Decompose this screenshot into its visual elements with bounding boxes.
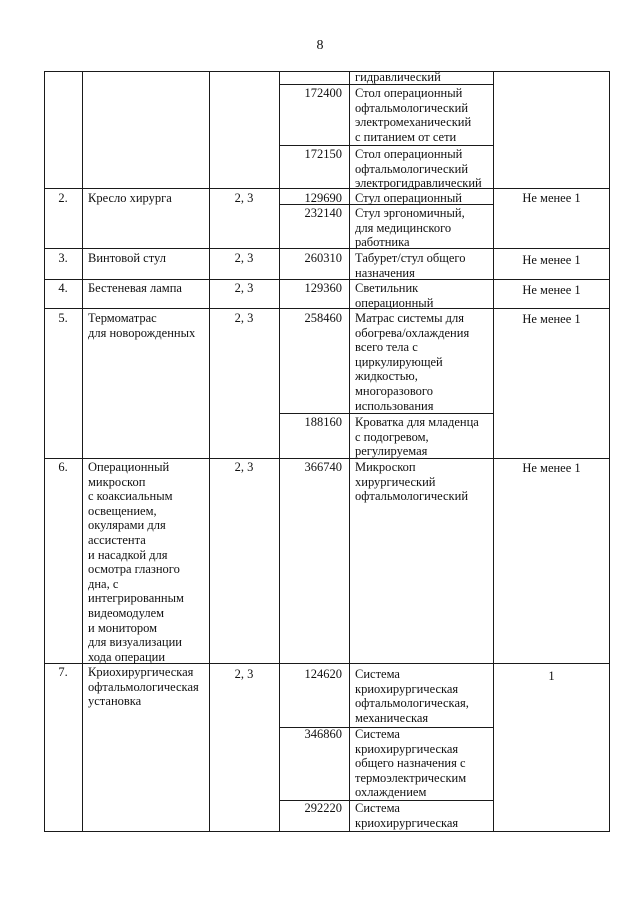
equipment-name: Винтовой стул (88, 251, 166, 265)
equipment-table (44, 71, 610, 832)
table-top-border (44, 71, 610, 72)
code-cell: 346860 (304, 727, 342, 741)
description-cell: Система криохирургическая (355, 801, 459, 830)
row-number: 3. (58, 251, 68, 265)
description-cell: Система криохирургическая общего назначения с термоэлектрическим охлаждением (355, 727, 467, 800)
row-number: 7. (58, 665, 68, 679)
code-cell: 124620 (304, 667, 342, 681)
equipment-name: Бестеневая лампа (88, 281, 182, 295)
quantity-cell: Не менее 1 (522, 191, 581, 205)
column-divider (82, 71, 83, 832)
row-separator (44, 458, 610, 459)
description-cell: Микроскоп хирургический офтальмологический (355, 460, 469, 504)
code-cell: 232140 (304, 206, 342, 220)
description-cell: гидравлический (355, 70, 441, 84)
code-cell: 188160 (304, 415, 342, 429)
quantity-cell: Не менее 1 (522, 253, 581, 267)
row-separator (44, 188, 610, 189)
zone-cell: 2, 3 (234, 667, 254, 681)
description-cell: Матрас системы для обогрева/охлаждения всего тела с циркулирующей жидкостью, многоразового использования (355, 311, 470, 413)
row-number: 4. (58, 281, 68, 295)
zone-cell: 2, 3 (234, 460, 254, 474)
equipment-name: Кресло хирурга (88, 191, 172, 205)
description-cell: Кроватка для младенца с подогревом, регулируемая (355, 415, 479, 459)
zone-cell: 2, 3 (234, 281, 254, 295)
page-number: 8 (316, 38, 324, 53)
equipment-name: Операционный микроскоп с коаксиальным освещением, окулярами для ассистента и насадкой для осмотра глазного дна, с интегрированным видеомодулем и монитором для визуализации хода операции (88, 460, 184, 664)
row-separator (44, 308, 610, 309)
code-cell: 129360 (304, 281, 342, 295)
quantity-cell: 1 (548, 669, 555, 683)
code-cell: 172150 (304, 147, 342, 161)
quantity-cell: Не менее 1 (522, 461, 581, 475)
description-cell: Стул операционный (355, 191, 462, 205)
table-right-border (609, 71, 610, 832)
zone-cell: 2, 3 (234, 191, 254, 205)
quantity-cell: Не менее 1 (522, 312, 581, 326)
code-cell: 366740 (304, 460, 342, 474)
equipment-name: Термоматрас для новорожденных (88, 311, 196, 340)
description-cell: Стул эргономичный, для медицинского работника (355, 206, 465, 250)
code-cell: 129690 (304, 191, 342, 205)
table-left-border (44, 71, 45, 832)
code-cell: 172400 (304, 86, 342, 100)
code-cell: 258460 (304, 311, 342, 325)
column-divider (279, 71, 280, 832)
row-number: 2. (58, 191, 68, 205)
description-cell: Стол операционный офтальмологический электромеханический с питанием от сети (355, 86, 472, 144)
description-cell: Табурет/стул общего назначения (355, 251, 466, 280)
subrow-separator (279, 145, 494, 146)
description-cell: Стол операционный офтальмологический электрогидравлический (355, 147, 482, 191)
column-divider (209, 71, 210, 832)
code-cell: 292220 (304, 801, 342, 815)
column-divider (493, 71, 494, 832)
table-bottom-border (44, 831, 610, 832)
equipment-name: Криохирургическая офтальмологическая установка (88, 665, 199, 709)
column-divider (349, 71, 350, 832)
row-separator (44, 279, 610, 280)
row-number: 6. (58, 460, 68, 474)
description-cell: Светильник операционный (355, 281, 434, 310)
description-cell: Система криохирургическая офтальмологическая, механическая (355, 667, 469, 725)
zone-cell: 2, 3 (234, 251, 254, 265)
quantity-cell: Не менее 1 (522, 283, 581, 297)
zone-cell: 2, 3 (234, 311, 254, 325)
row-number: 5. (58, 311, 68, 325)
row-separator (44, 248, 610, 249)
code-cell: 260310 (304, 251, 342, 265)
